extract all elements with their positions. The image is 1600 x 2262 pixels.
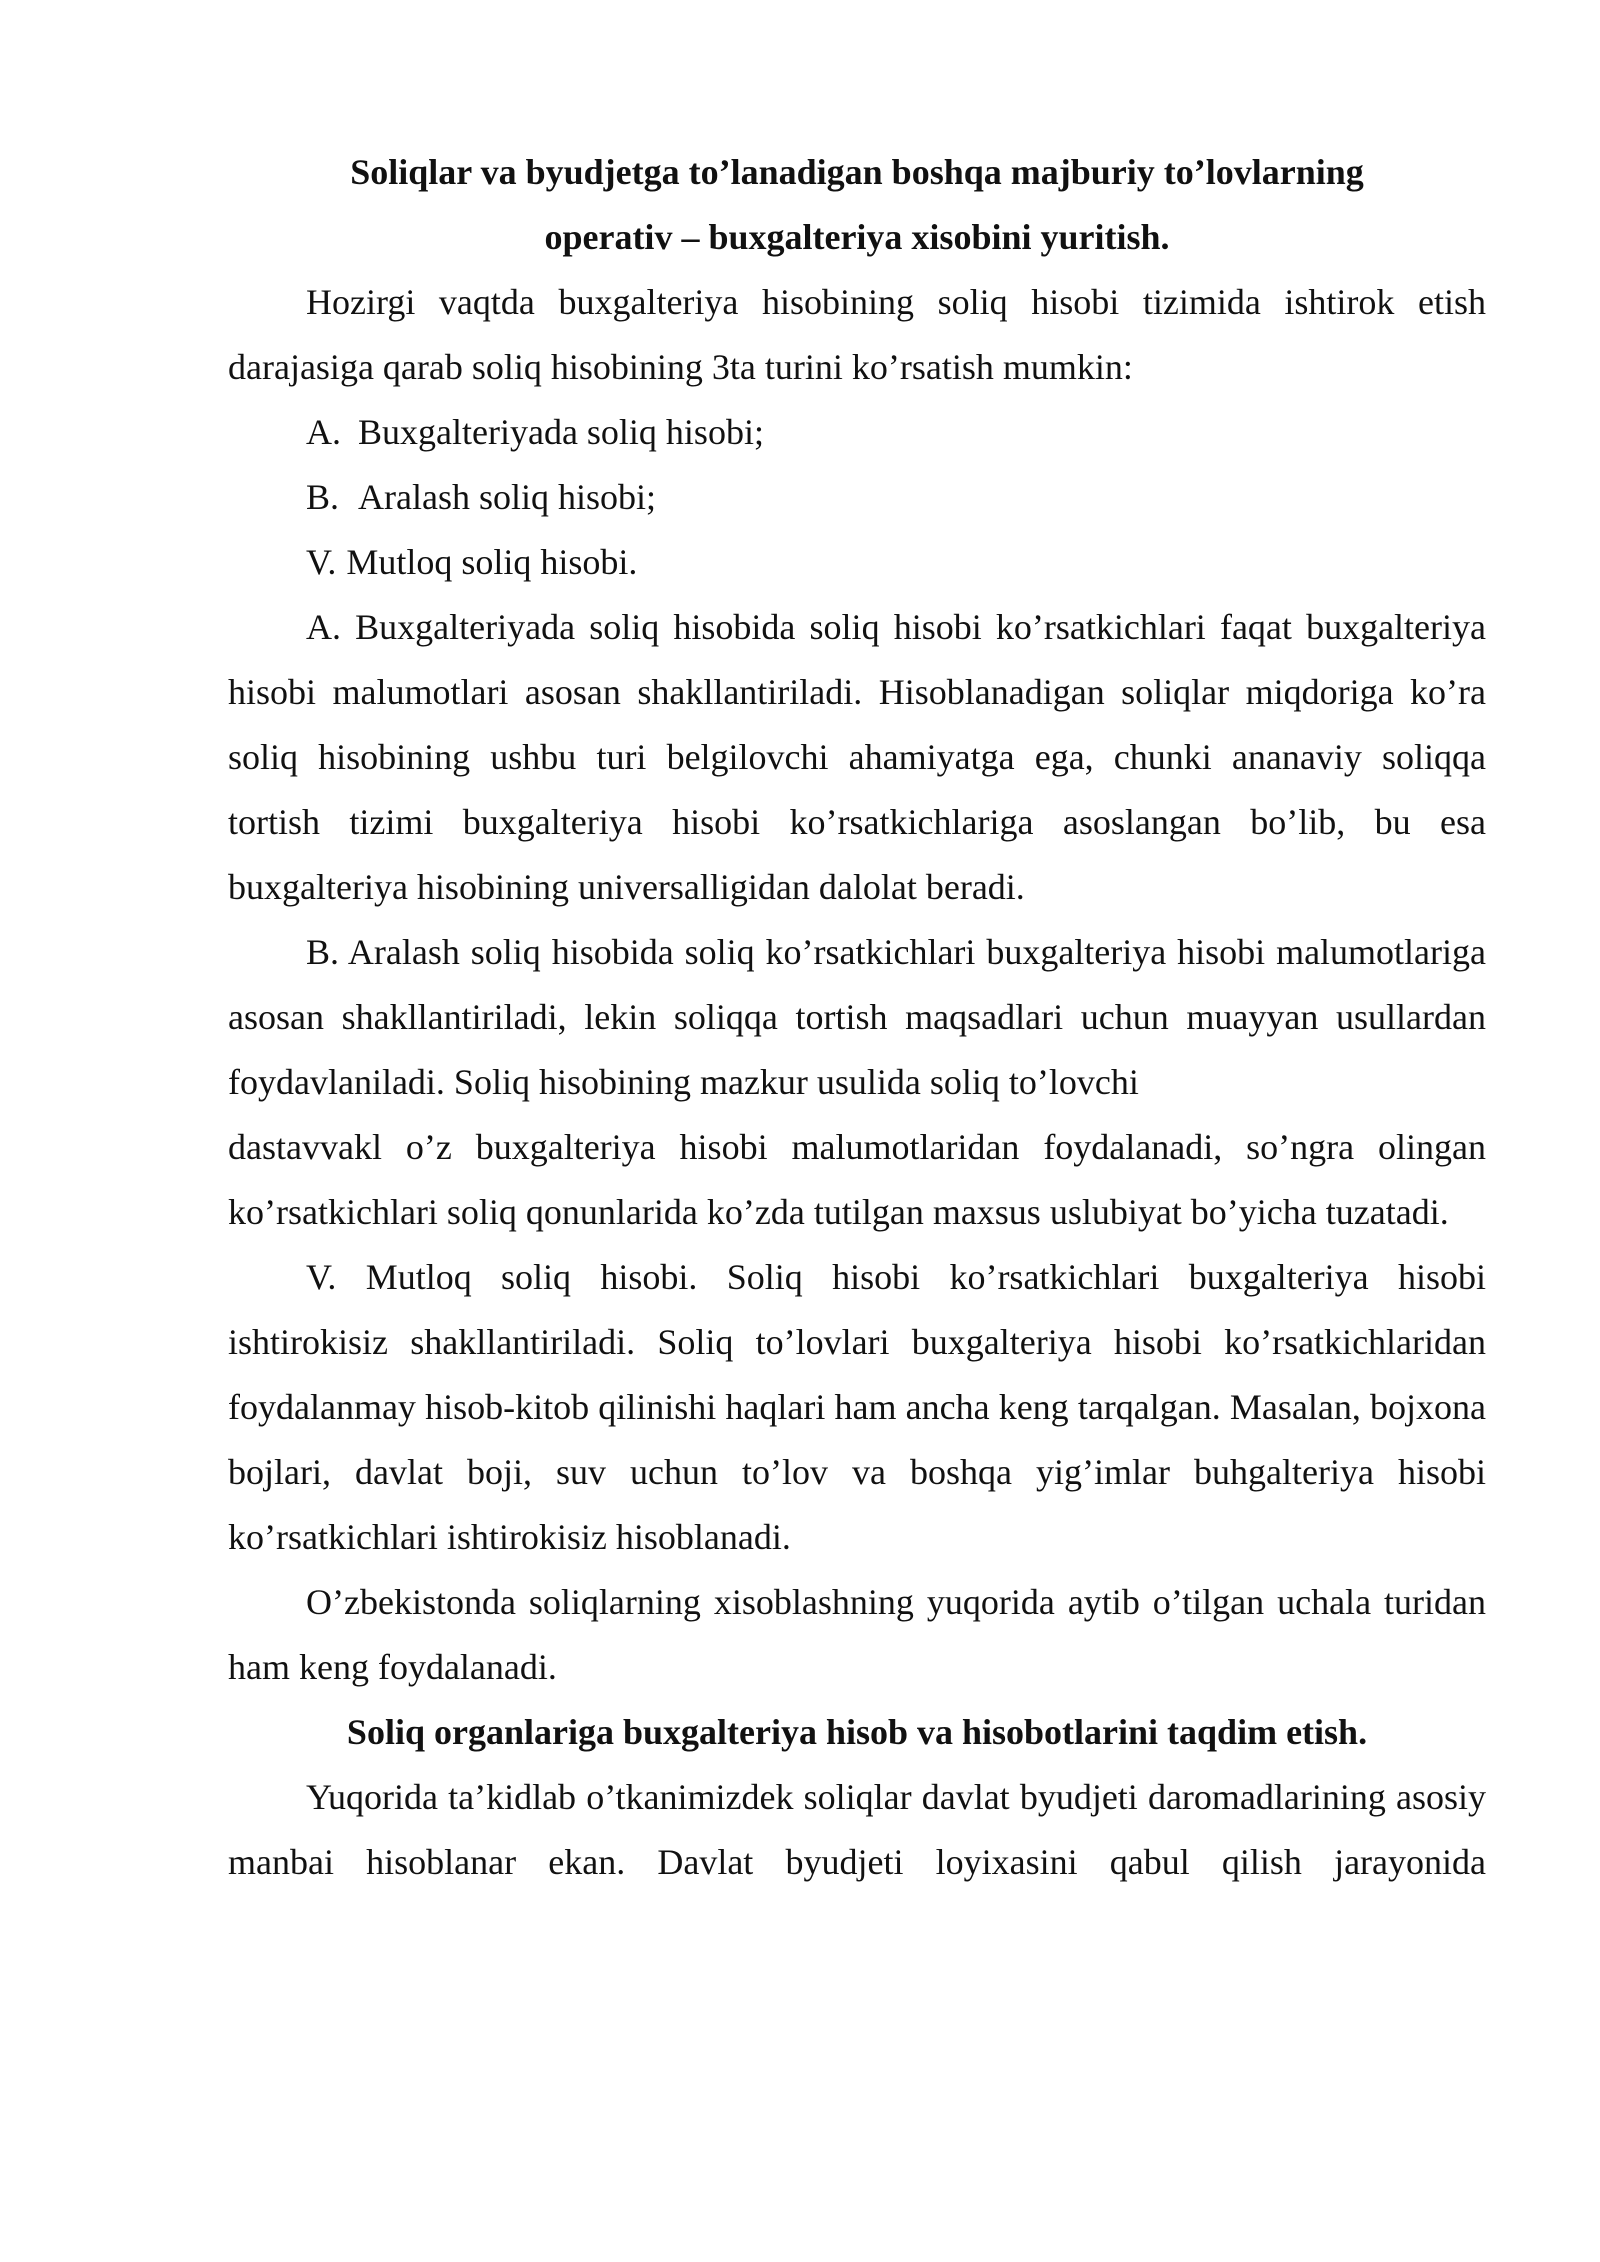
- paragraph-uzbekistan: O’zbekistonda soliqlarning xisoblashning yuqorida aytib o’tilgan uchala turidan ham keng foydalanadi.: [228, 1582, 1486, 1687]
- list-text-v: Mutloq soliq hisobi.: [346, 542, 638, 582]
- paragraph-a: A. Buxgalteriyada soliq hisobida soliq hisobi ko’rsatkichlari faqat buxgalteriya hisobi malumotlari asosan shakllantiriladi. Hisoblanadigan soliqlar miqdoriga ko’ra soliq hisobining ushbu turi belgilovchi ahamiyatga ega, chunki ananaviy soliqqa tortish tizimi buxgalteriya hisobi ko’rsatkichlariga asoslangan bo’lib, bu esa buxgalteriya hisobining universalligidan dalolat beradi.: [228, 607, 1486, 907]
- paragraph-b-part-2: dastavvakl o’z buxgalteriya hisobi malumotlaridan foydalanadi, so’ngra olingan ko’rsatkichlari soliq qonunlarida ko’zda tutilgan maxsus uslubiyat bo’yicha tuzatadi.: [228, 1127, 1486, 1232]
- list-marker-b: B.: [306, 477, 340, 517]
- list-text-b: Aralash soliq hisobi;: [358, 477, 656, 517]
- paragraph-budget: Yuqorida ta’kidlab o’tkanimizdek soliqlar davlat byudjeti daromadlarining asosiy manbai hisoblanar ekan. Davlat byudjeti loyixasini qabul qilish jarayonida: [228, 1777, 1486, 1882]
- subsection-heading: Soliq organlariga buxgalteriya hisob va hisobotlarini taqdim etish.: [346, 1712, 1368, 1752]
- list-item-a: [228, 400, 1486, 465]
- paragraph-b-part-1: B. Aralash soliq hisobida soliq ko’rsatkichlari buxgalteriya hisobi malumotlariga asosan shakllantiriladi, lekin soliqqa tortish maqsadlari uchun muayyan usullardan foydavlaniladi. Soliq hisobining mazkur usulida soliq to’lovchi: [228, 932, 1486, 1102]
- list-item-v: [228, 530, 1486, 595]
- accounting-types-list: [228, 400, 1486, 595]
- list-text-a: Buxgalteriyada soliq hisobi;: [358, 412, 764, 452]
- section-heading-line-2: operativ – buxgalteriya xisobini yuritish.: [544, 217, 1170, 257]
- section-heading-line-1: Soliqlar va byudjetga to’lanadigan boshqa majburiy to’lovlarning: [350, 152, 1364, 192]
- document-page: [228, 140, 1486, 1895]
- list-item-b: [228, 465, 1486, 530]
- paragraph-v: V. Mutloq soliq hisobi. Soliq hisobi ko’rsatkichlari buxgalteriya hisobi ishtirokisiz shakllantiriladi. Soliq to’lovlari buxgalteriya hisobi ko’rsatkichlaridan foydalanmay hisob-kitob qilinishi haqlari ham ancha keng tarqalgan. Masalan, bojxona bojlari, davlat boji, suv uchun to’lov va boshqa yig’imlar buhgalteriya hisobi ko’rsatkichlari ishtirokisiz hisoblanadi.: [228, 1257, 1486, 1557]
- list-marker-a: A.: [306, 412, 341, 452]
- list-marker-v: V.: [306, 542, 337, 582]
- intro-paragraph: Hozirgi vaqtda buxgalteriya hisobining soliq hisobi tizimida ishtirok etish darajasiga qarab soliq hisobining 3ta turini ko’rsatish mumkin:: [228, 282, 1486, 387]
- section-heading: [228, 140, 1486, 270]
